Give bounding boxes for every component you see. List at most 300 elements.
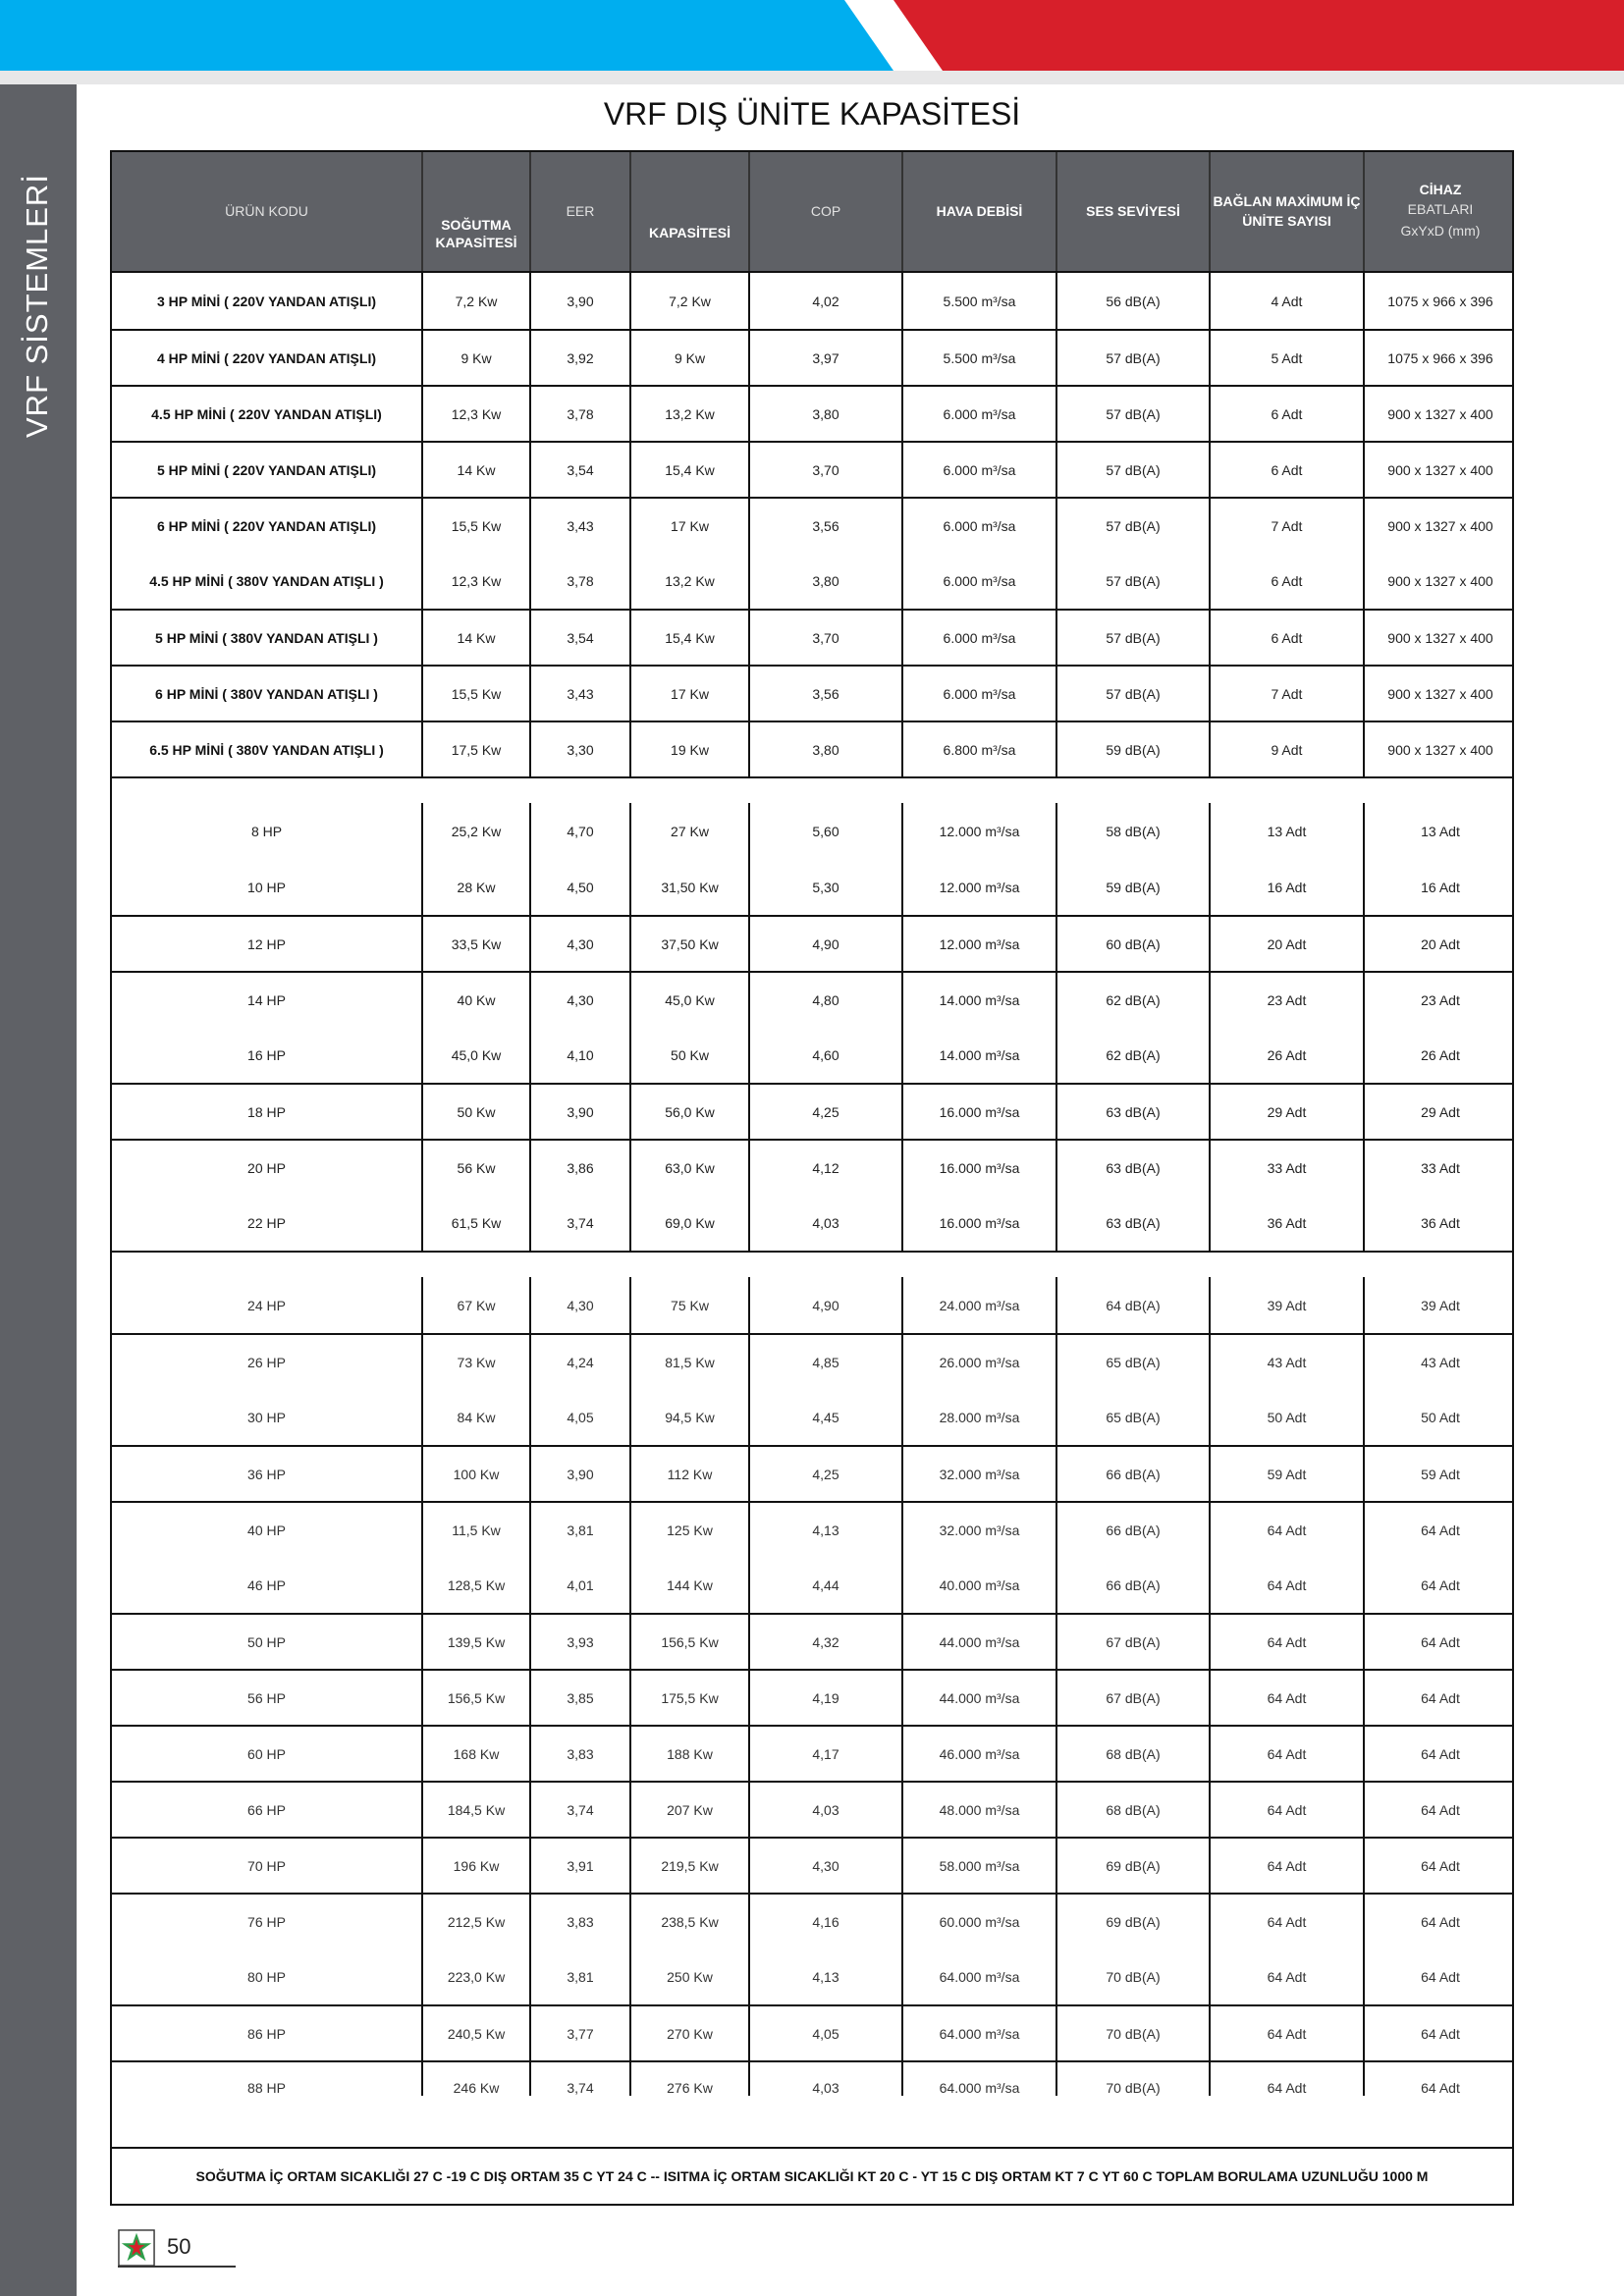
table-row (112, 553, 1512, 609)
cell-ses-seviyesi: 63 dB(A) (1056, 1085, 1209, 1139)
cell-eer: 3,85 (529, 1671, 629, 1725)
cell-eer: 3,83 (529, 1727, 629, 1781)
cell-ses-seviyesi: 66 dB(A) (1056, 1503, 1209, 1557)
table-row (112, 803, 1512, 859)
cell-urun-kodu: 20 HP (247, 1159, 286, 1176)
header-kapasitesi: KAPASİTESİ (629, 152, 748, 271)
cell-ic-unite: 16 Adt (1209, 859, 1363, 915)
cell-kapasitesi: 276 Kw (629, 2062, 748, 2096)
cell-cop: 4,05 (748, 2006, 901, 2060)
cell-hava-debisi: 6.000 m³/sa (901, 667, 1056, 721)
table-row (112, 2060, 1512, 2147)
cell-cop: 4,13 (748, 1503, 901, 1557)
cell-eer: 3,43 (529, 667, 629, 721)
cell-ses-seviyesi: 58 dB(A) (1056, 803, 1209, 859)
table-row (112, 1195, 1512, 1251)
cell-eer: 3,90 (529, 1447, 629, 1501)
cell-hava-debisi: 5.500 m³/sa (901, 331, 1056, 385)
cell-kapasitesi: 27 Kw (629, 803, 748, 859)
section-spacer (112, 776, 1512, 803)
header-baglan: BAĞLAN MAXİMUM İÇ ÜNİTE SAYISI (1209, 152, 1363, 271)
cell-kapasitesi: 19 Kw (629, 722, 748, 776)
cell-kapasitesi: 63,0 Kw (629, 1141, 748, 1195)
cell-ebatlar: 900 x 1327 x 400 (1363, 499, 1516, 553)
cell-ic-unite: 6 Adt (1209, 443, 1363, 497)
cell-cop: 3,80 (748, 387, 901, 441)
cell-hava-debisi: 40.000 m³/sa (901, 1557, 1056, 1613)
cell-ses-seviyesi: 66 dB(A) (1056, 1557, 1209, 1613)
cell-ses-seviyesi: 64 dB(A) (1056, 1277, 1209, 1333)
cell-hava-debisi: 28.000 m³/sa (901, 1389, 1056, 1445)
cell-urun-kodu: 10 HP (247, 879, 286, 895)
cell-cop: 4,32 (748, 1615, 901, 1669)
cell-eer: 3,90 (529, 1085, 629, 1139)
cell-hava-debisi: 16.000 m³/sa (901, 1141, 1056, 1195)
cell-sogutma: 139,5 Kw (421, 1615, 529, 1669)
cell-ses-seviyesi: 63 dB(A) (1056, 1141, 1209, 1195)
cell-ebatlar: 23 Adt (1363, 973, 1516, 1027)
table-row (112, 1139, 1512, 1195)
cell-hava-debisi: 6.000 m³/sa (901, 443, 1056, 497)
cell-urun-kodu: 4 HP MİNİ ( 220V YANDAN ATIŞLI) (156, 349, 376, 366)
cell-urun-kodu: 66 HP (247, 1801, 286, 1818)
cell-ic-unite: 50 Adt (1209, 1389, 1363, 1445)
cell-ebatlar: 64 Adt (1363, 1783, 1516, 1837)
cell-cop: 4,90 (748, 917, 901, 971)
cell-sogutma: 246 Kw (421, 2062, 529, 2096)
cell-ses-seviyesi: 59 dB(A) (1056, 722, 1209, 776)
header-cihaz: CİHAZ EBATLARI GxYxD (mm) (1363, 152, 1516, 271)
cell-urun-kodu: 18 HP (247, 1103, 286, 1120)
cell-kapasitesi: 7,2 Kw (629, 273, 748, 329)
cell-eer: 3,90 (529, 273, 629, 329)
cell-urun-kodu: 46 HP (247, 1576, 286, 1593)
cell-cop: 4,25 (748, 1447, 901, 1501)
cell-hava-debisi: 46.000 m³/sa (901, 1727, 1056, 1781)
page-number-underline (118, 2266, 236, 2268)
cell-eer: 3,54 (529, 611, 629, 665)
cell-cop: 4,80 (748, 973, 901, 1027)
cell-ses-seviyesi: 70 dB(A) (1056, 2006, 1209, 2060)
table-row (112, 971, 1512, 1027)
cell-ic-unite: 9 Adt (1209, 722, 1363, 776)
cell-ic-unite: 26 Adt (1209, 1027, 1363, 1083)
cell-ic-unite: 59 Adt (1209, 1447, 1363, 1501)
cell-kapasitesi: 144 Kw (629, 1557, 748, 1613)
cell-cop: 4,30 (748, 1839, 901, 1893)
cell-sogutma: 15,5 Kw (421, 499, 529, 553)
cell-ses-seviyesi: 57 dB(A) (1056, 443, 1209, 497)
cell-cop: 3,80 (748, 553, 901, 609)
cell-ebatlar: 64 Adt (1363, 1557, 1516, 1613)
cell-ebatlar: 64 Adt (1363, 1615, 1516, 1669)
cell-ebatlar: 900 x 1327 x 400 (1363, 667, 1516, 721)
cell-cop: 4,25 (748, 1085, 901, 1139)
cell-eer: 3,86 (529, 1141, 629, 1195)
capacity-table (110, 150, 1514, 2206)
cell-kapasitesi: 13,2 Kw (629, 553, 748, 609)
cell-urun-kodu: 76 HP (247, 1913, 286, 1930)
star-logo-icon (118, 2229, 155, 2267)
cell-ses-seviyesi: 67 dB(A) (1056, 1615, 1209, 1669)
cell-kapasitesi: 45,0 Kw (629, 973, 748, 1027)
cell-kapasitesi: 75 Kw (629, 1277, 748, 1333)
cell-hava-debisi: 58.000 m³/sa (901, 1839, 1056, 1893)
mini-section (112, 273, 1512, 776)
cell-cop: 3,70 (748, 443, 901, 497)
cell-cop: 4,02 (748, 273, 901, 329)
cell-ebatlar: 64 Adt (1363, 1727, 1516, 1781)
cell-hava-debisi: 12.000 m³/sa (901, 803, 1056, 859)
cell-ic-unite: 64 Adt (1209, 1949, 1363, 2004)
cell-ses-seviyesi: 57 dB(A) (1056, 667, 1209, 721)
cell-ses-seviyesi: 69 dB(A) (1056, 1895, 1209, 1949)
cell-hava-debisi: 44.000 m³/sa (901, 1671, 1056, 1725)
cell-cop: 4,19 (748, 1671, 901, 1725)
header-ses-seviyesi: SES SEVİYESİ (1056, 152, 1209, 271)
cell-ses-seviyesi: 62 dB(A) (1056, 1027, 1209, 1083)
cell-ebatlar: 900 x 1327 x 400 (1363, 553, 1516, 609)
cell-ses-seviyesi: 57 dB(A) (1056, 387, 1209, 441)
cell-ic-unite: 64 Adt (1209, 2006, 1363, 2060)
cell-eer: 3,30 (529, 722, 629, 776)
table-row (112, 1277, 1512, 1333)
cell-kapasitesi: 15,4 Kw (629, 443, 748, 497)
mid-section (112, 803, 1512, 1251)
cell-ses-seviyesi: 68 dB(A) (1056, 1727, 1209, 1781)
cell-cop: 4,13 (748, 1949, 901, 2004)
cell-urun-kodu: 4.5 HP MİNİ ( 220V YANDAN ATIŞLI) (151, 405, 382, 422)
table-row (112, 497, 1512, 553)
cell-ses-seviyesi: 60 dB(A) (1056, 917, 1209, 971)
cell-cop: 4,17 (748, 1727, 901, 1781)
table-row (112, 1083, 1512, 1139)
cell-ebatlar: 900 x 1327 x 400 (1363, 443, 1516, 497)
cell-cop: 3,56 (748, 499, 901, 553)
cell-eer: 4,10 (529, 1027, 629, 1083)
cell-cop: 4,03 (748, 1783, 901, 1837)
cell-urun-kodu: 86 HP (247, 2025, 286, 2042)
cell-hava-debisi: 6.000 m³/sa (901, 499, 1056, 553)
cell-ic-unite: 6 Adt (1209, 553, 1363, 609)
cell-hava-debisi: 60.000 m³/sa (901, 1895, 1056, 1949)
cell-sogutma: 11,5 Kw (421, 1503, 529, 1557)
cell-ebatlar: 36 Adt (1363, 1195, 1516, 1251)
big-section (112, 1277, 1512, 2147)
cell-hava-debisi: 24.000 m³/sa (901, 1277, 1056, 1333)
cell-eer: 4,30 (529, 1277, 629, 1333)
cell-sogutma: 67 Kw (421, 1277, 529, 1333)
cell-ebatlar: 64 Adt (1363, 1839, 1516, 1893)
page-number: 50 (167, 2234, 191, 2259)
cell-ic-unite: 64 Adt (1209, 1557, 1363, 1613)
cell-ebatlar: 26 Adt (1363, 1027, 1516, 1083)
cell-cop: 4,44 (748, 1557, 901, 1613)
cell-sogutma: 100 Kw (421, 1447, 529, 1501)
cell-kapasitesi: 13,2 Kw (629, 387, 748, 441)
cell-urun-kodu: 50 HP (247, 1633, 286, 1650)
cell-ses-seviyesi: 57 dB(A) (1056, 553, 1209, 609)
cell-sogutma: 168 Kw (421, 1727, 529, 1781)
cell-ic-unite: 64 Adt (1209, 2062, 1363, 2096)
cell-ic-unite: 6 Adt (1209, 387, 1363, 441)
cell-kapasitesi: 17 Kw (629, 499, 748, 553)
cell-ebatlar: 64 Adt (1363, 1671, 1516, 1725)
header-eer: EER (529, 152, 629, 271)
cell-cop: 4,90 (748, 1277, 901, 1333)
cell-sogutma: 12,3 Kw (421, 553, 529, 609)
cell-eer: 3,74 (529, 2062, 629, 2096)
cell-ebatlar: 900 x 1327 x 400 (1363, 387, 1516, 441)
cell-eer: 4,05 (529, 1389, 629, 1445)
cell-ebatlar: 29 Adt (1363, 1085, 1516, 1139)
cell-cop: 5,60 (748, 803, 901, 859)
cell-ses-seviyesi: 65 dB(A) (1056, 1335, 1209, 1389)
cell-ses-seviyesi: 59 dB(A) (1056, 859, 1209, 915)
table-row (112, 1669, 1512, 1725)
cell-ic-unite: 64 Adt (1209, 1783, 1363, 1837)
cell-ic-unite: 7 Adt (1209, 667, 1363, 721)
cell-kapasitesi: 238,5 Kw (629, 1895, 748, 1949)
cell-eer: 4,50 (529, 859, 629, 915)
cell-ebatlar: 16 Adt (1363, 859, 1516, 915)
cell-hava-debisi: 32.000 m³/sa (901, 1447, 1056, 1501)
cell-ebatlar: 59 Adt (1363, 1447, 1516, 1501)
cell-ebatlar: 33 Adt (1363, 1141, 1516, 1195)
cell-kapasitesi: 207 Kw (629, 1783, 748, 1837)
cell-hava-debisi: 6.000 m³/sa (901, 553, 1056, 609)
cell-ses-seviyesi: 62 dB(A) (1056, 973, 1209, 1027)
cell-sogutma: 14 Kw (421, 443, 529, 497)
cell-urun-kodu: 60 HP (247, 1745, 286, 1762)
cell-ses-seviyesi: 67 dB(A) (1056, 1671, 1209, 1725)
cell-ebatlar: 64 Adt (1363, 2006, 1516, 2060)
cell-ebatlar: 64 Adt (1363, 1503, 1516, 1557)
cell-ic-unite: 6 Adt (1209, 611, 1363, 665)
cell-ebatlar: 64 Adt (1363, 1895, 1516, 1949)
cell-ses-seviyesi: 57 dB(A) (1056, 499, 1209, 553)
cell-kapasitesi: 188 Kw (629, 1727, 748, 1781)
cell-ic-unite: 20 Adt (1209, 917, 1363, 971)
cell-eer: 3,78 (529, 553, 629, 609)
table-row (112, 1389, 1512, 1445)
cell-ebatlar: 900 x 1327 x 400 (1363, 722, 1516, 776)
cell-hava-debisi: 12.000 m³/sa (901, 917, 1056, 971)
cell-kapasitesi: 50 Kw (629, 1027, 748, 1083)
cell-kapasitesi: 156,5 Kw (629, 1615, 748, 1669)
cell-urun-kodu: 5 HP MİNİ ( 220V YANDAN ATIŞLI) (156, 461, 376, 478)
cell-sogutma: 33,5 Kw (421, 917, 529, 971)
cell-hava-debisi: 26.000 m³/sa (901, 1335, 1056, 1389)
cell-sogutma: 156,5 Kw (421, 1671, 529, 1725)
footer-note: SOĞUTMA İÇ ORTAM SICAKLIĞI 27 C -19 C DIŞ ORTAM 35 C YT 24 C -- ISITMA İÇ ORTAM SICAKLIĞI KT 20 C - YT 15 C DIŞ ORTAM KT 7 C YT 60 C TOPLAM BORULAMA UZUNLUĞU 1000 M (112, 2147, 1512, 2204)
table-row (112, 859, 1512, 915)
cell-eer: 3,91 (529, 1839, 629, 1893)
cell-sogutma: 73 Kw (421, 1335, 529, 1389)
cell-urun-kodu: 5 HP MİNİ ( 380V YANDAN ATIŞLI ) (155, 629, 378, 646)
cell-eer: 4,30 (529, 917, 629, 971)
cell-cop: 3,56 (748, 667, 901, 721)
cell-sogutma: 50 Kw (421, 1085, 529, 1139)
header-cop: COP (748, 152, 901, 271)
cell-ic-unite: 64 Adt (1209, 1615, 1363, 1669)
table-row (112, 665, 1512, 721)
cell-eer: 3,78 (529, 387, 629, 441)
table-row (112, 1501, 1512, 1557)
cell-cop: 4,60 (748, 1027, 901, 1083)
cell-eer: 3,93 (529, 1615, 629, 1669)
cell-sogutma: 12,3 Kw (421, 387, 529, 441)
cell-hava-debisi: 64.000 m³/sa (901, 2006, 1056, 2060)
top-banner-gray (0, 71, 1624, 84)
cell-sogutma: 45,0 Kw (421, 1027, 529, 1083)
cell-urun-kodu: 6.5 HP MİNİ ( 380V YANDAN ATIŞLI ) (149, 741, 384, 758)
table-row (112, 1557, 1512, 1613)
cell-urun-kodu: 24 HP (247, 1297, 286, 1313)
cell-ses-seviyesi: 56 dB(A) (1056, 273, 1209, 329)
cell-sogutma: 223,0 Kw (421, 1949, 529, 2004)
cell-cop: 4,45 (748, 1389, 901, 1445)
section-spacer (112, 1251, 1512, 1277)
cell-ic-unite: 39 Adt (1209, 1277, 1363, 1333)
cell-sogutma: 240,5 Kw (421, 2006, 529, 2060)
cell-eer: 4,01 (529, 1557, 629, 1613)
cell-kapasitesi: 56,0 Kw (629, 1085, 748, 1139)
cell-ses-seviyesi: 70 dB(A) (1056, 1949, 1209, 2004)
cell-ses-seviyesi: 70 dB(A) (1056, 2062, 1209, 2096)
cell-ic-unite: 64 Adt (1209, 1503, 1363, 1557)
cell-cop: 3,70 (748, 611, 901, 665)
cell-cop: 3,97 (748, 331, 901, 385)
cell-ses-seviyesi: 57 dB(A) (1056, 331, 1209, 385)
cell-cop: 4,03 (748, 2062, 901, 2096)
cell-eer: 3,74 (529, 1783, 629, 1837)
cell-ses-seviyesi: 69 dB(A) (1056, 1839, 1209, 1893)
cell-sogutma: 9 Kw (421, 331, 529, 385)
cell-eer: 3,83 (529, 1895, 629, 1949)
cell-ic-unite: 23 Adt (1209, 973, 1363, 1027)
cell-ic-unite: 29 Adt (1209, 1085, 1363, 1139)
cell-sogutma: 56 Kw (421, 1141, 529, 1195)
cell-ic-unite: 5 Adt (1209, 331, 1363, 385)
table-row (112, 1445, 1512, 1501)
cell-sogutma: 40 Kw (421, 973, 529, 1027)
cell-ic-unite: 43 Adt (1209, 1335, 1363, 1389)
cell-hava-debisi: 48.000 m³/sa (901, 1783, 1056, 1837)
cell-kapasitesi: 112 Kw (629, 1447, 748, 1501)
cell-urun-kodu: 40 HP (247, 1522, 286, 1538)
cell-ses-seviyesi: 63 dB(A) (1056, 1195, 1209, 1251)
cell-cop: 5,30 (748, 859, 901, 915)
cell-kapasitesi: 17 Kw (629, 667, 748, 721)
page-title: VRF DIŞ ÜNİTE KAPASİTESİ (603, 96, 1021, 132)
table-row (112, 329, 1512, 385)
table-row (112, 915, 1512, 971)
cell-cop: 4,03 (748, 1195, 901, 1251)
table-row (112, 1781, 1512, 1837)
cell-ebatlar: 64 Adt (1363, 1949, 1516, 2004)
cell-ses-seviyesi: 65 dB(A) (1056, 1389, 1209, 1445)
cell-kapasitesi: 69,0 Kw (629, 1195, 748, 1251)
cell-hava-debisi: 6.000 m³/sa (901, 611, 1056, 665)
cell-ebatlar: 20 Adt (1363, 917, 1516, 971)
cell-eer: 3,92 (529, 331, 629, 385)
cell-ebatlar: 43 Adt (1363, 1335, 1516, 1389)
cell-ic-unite: 4 Adt (1209, 273, 1363, 329)
cell-eer: 3,43 (529, 499, 629, 553)
cell-hava-debisi: 5.500 m³/sa (901, 273, 1056, 329)
cell-eer: 4,24 (529, 1335, 629, 1389)
cell-hava-debisi: 6.000 m³/sa (901, 387, 1056, 441)
cell-sogutma: 17,5 Kw (421, 722, 529, 776)
table-header (112, 152, 1512, 273)
cell-hava-debisi: 14.000 m³/sa (901, 973, 1056, 1027)
table-row (112, 2004, 1512, 2060)
cell-urun-kodu: 16 HP (247, 1046, 286, 1063)
cell-cop: 4,85 (748, 1335, 901, 1389)
cell-urun-kodu: 22 HP (247, 1214, 286, 1231)
cell-cop: 3,80 (748, 722, 901, 776)
cell-sogutma: 7,2 Kw (421, 273, 529, 329)
cell-hava-debisi: 64.000 m³/sa (901, 2062, 1056, 2096)
cell-ic-unite: 64 Adt (1209, 1895, 1363, 1949)
top-banner-blue (0, 0, 893, 71)
cell-ic-unite: 13 Adt (1209, 803, 1363, 859)
cell-eer: 3,81 (529, 1949, 629, 2004)
cell-ses-seviyesi: 68 dB(A) (1056, 1783, 1209, 1837)
cell-kapasitesi: 81,5 Kw (629, 1335, 748, 1389)
cell-urun-kodu: 70 HP (247, 1857, 286, 1874)
cell-eer: 4,70 (529, 803, 629, 859)
cell-cop: 4,16 (748, 1895, 901, 1949)
table-row (112, 721, 1512, 776)
sidebar-title: VRF SİSTEMLERİ (20, 174, 54, 438)
cell-ic-unite: 64 Adt (1209, 1671, 1363, 1725)
cell-sogutma: 84 Kw (421, 1389, 529, 1445)
cell-eer: 3,77 (529, 2006, 629, 2060)
cell-eer: 3,54 (529, 443, 629, 497)
cell-urun-kodu: 88 HP (247, 2080, 286, 2096)
cell-sogutma: 61,5 Kw (421, 1195, 529, 1251)
cell-ebatlar: 64 Adt (1363, 2062, 1516, 2096)
cell-hava-debisi: 16.000 m³/sa (901, 1085, 1056, 1139)
cell-urun-kodu: 3 HP MİNİ ( 220V YANDAN ATIŞLI) (156, 293, 376, 309)
side-strip (0, 84, 77, 2296)
cell-ebatlar: 900 x 1327 x 400 (1363, 611, 1516, 665)
cell-ic-unite: 64 Adt (1209, 1727, 1363, 1781)
cell-ebatlar: 13 Adt (1363, 803, 1516, 859)
cell-kapasitesi: 219,5 Kw (629, 1839, 748, 1893)
cell-kapasitesi: 250 Kw (629, 1949, 748, 2004)
cell-ses-seviyesi: 57 dB(A) (1056, 611, 1209, 665)
header-hava-debisi: HAVA DEBİSİ (901, 152, 1056, 271)
cell-ic-unite: 64 Adt (1209, 1839, 1363, 1893)
cell-kapasitesi: 31,50 Kw (629, 859, 748, 915)
cell-kapasitesi: 125 Kw (629, 1503, 748, 1557)
cell-sogutma: 15,5 Kw (421, 667, 529, 721)
table-row (112, 1837, 1512, 1893)
cell-hava-debisi: 12.000 m³/sa (901, 859, 1056, 915)
header-sogutma: SOĞUTMA KAPASİTESİ (421, 152, 529, 271)
cell-ebatlar: 39 Adt (1363, 1277, 1516, 1333)
cell-hava-debisi: 64.000 m³/sa (901, 1949, 1056, 2004)
cell-kapasitesi: 15,4 Kw (629, 611, 748, 665)
cell-urun-kodu: 80 HP (247, 1968, 286, 1985)
cell-kapasitesi: 270 Kw (629, 2006, 748, 2060)
cell-urun-kodu: 56 HP (247, 1689, 286, 1706)
table-row (112, 1949, 1512, 2004)
cell-kapasitesi: 9 Kw (629, 331, 748, 385)
